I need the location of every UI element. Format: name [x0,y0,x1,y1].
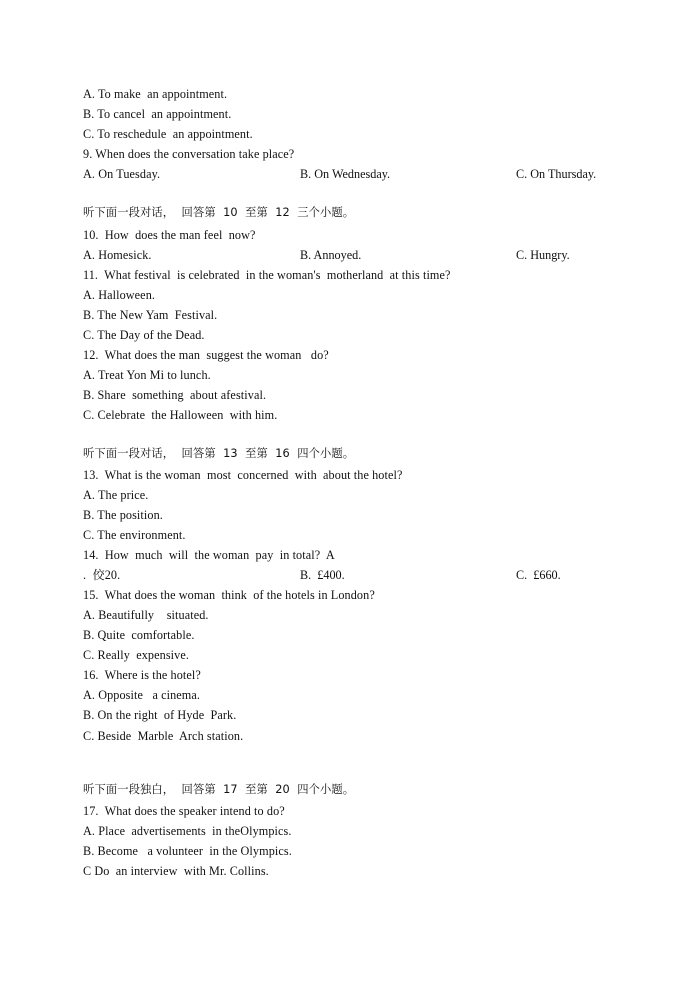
section-heading-13-16: 听下面一段对话， 回答第 13 至第 16 四个小题。 [83,447,355,460]
q10-option-c: C. Hungry. [516,248,570,262]
q11-option-a: A. Halloween. [83,288,156,302]
q13-question: 13. What is the woman most concerned with about the hotel? [83,468,403,482]
q16-option-c: C. Beside Marble Arch station. [83,729,244,743]
q9-option-b: B. On Wednesday. [300,167,391,181]
q17-option-c: C Do an interview with Mr. Collins. [83,864,269,878]
q9-question: 9. When does the conversation take place? [83,147,295,161]
q16-option-b: B. On the right of Hyde Park. [83,708,237,722]
q9-option-a: A. On Tuesday. [83,167,161,181]
q8-option-b: B. To cancel an appointment. [83,107,232,121]
q14-option-a: . 佼20. [83,568,121,582]
section-heading-10-12: 听下面一段对话， 回答第 10 至第 12 三个小题。 [83,206,355,219]
q10-question: 10. How does the man feel now? [83,228,256,242]
q15-option-c: C. Really expensive. [83,648,190,662]
q11-option-c: C. The Day of the Dead. [83,328,205,342]
q8-option-a: A. To make an appointment. [83,87,228,101]
q10-option-b: B. Annoyed. [300,248,362,262]
q17-question: 17. What does the speaker intend to do? [83,804,285,818]
q15-question: 15. What does the woman think of the hotels in London? [83,588,375,602]
q15-option-b: B. Quite comfortable. [83,628,195,642]
q12-option-a: A. Treat Yon Mi to lunch. [83,368,211,382]
q13-option-b: B. The position. [83,508,163,522]
q12-question: 12. What does the man suggest the woman do? [83,348,329,362]
q14-question: 14. How much will the woman pay in total? A [83,548,335,562]
q9-option-c: C. On Thursday. [516,167,597,181]
q14-option-c: C. £660. [516,568,561,582]
q13-option-c: C. The environment. [83,528,186,542]
section-heading-17-20: 听下面一段独白， 回答第 17 至第 20 四个小题。 [83,783,355,796]
q11-option-b: B. The New Yam Festival. [83,308,218,322]
q16-question: 16. Where is the hotel? [83,668,201,682]
q12-option-b: B. Share something about afestival. [83,388,267,402]
q17-option-a: A. Place advertisements in theOlympics. [83,824,292,838]
q14-option-b: B. £400. [300,568,345,582]
q15-option-a: A. Beautifully situated. [83,608,209,622]
q10-option-a: A. Homesick. [83,248,152,262]
q11-question: 11. What festival is celebrated in the woman's motherland at this time? [83,268,451,282]
q16-option-a: A. Opposite a cinema. [83,688,201,702]
q13-option-a: A. The price. [83,488,149,502]
q8-option-c: C. To reschedule an appointment. [83,127,253,141]
q17-option-b: B. Become a volunteer in the Olympics. [83,844,292,858]
q12-option-c: C. Celebrate the Halloween with him. [83,408,278,422]
